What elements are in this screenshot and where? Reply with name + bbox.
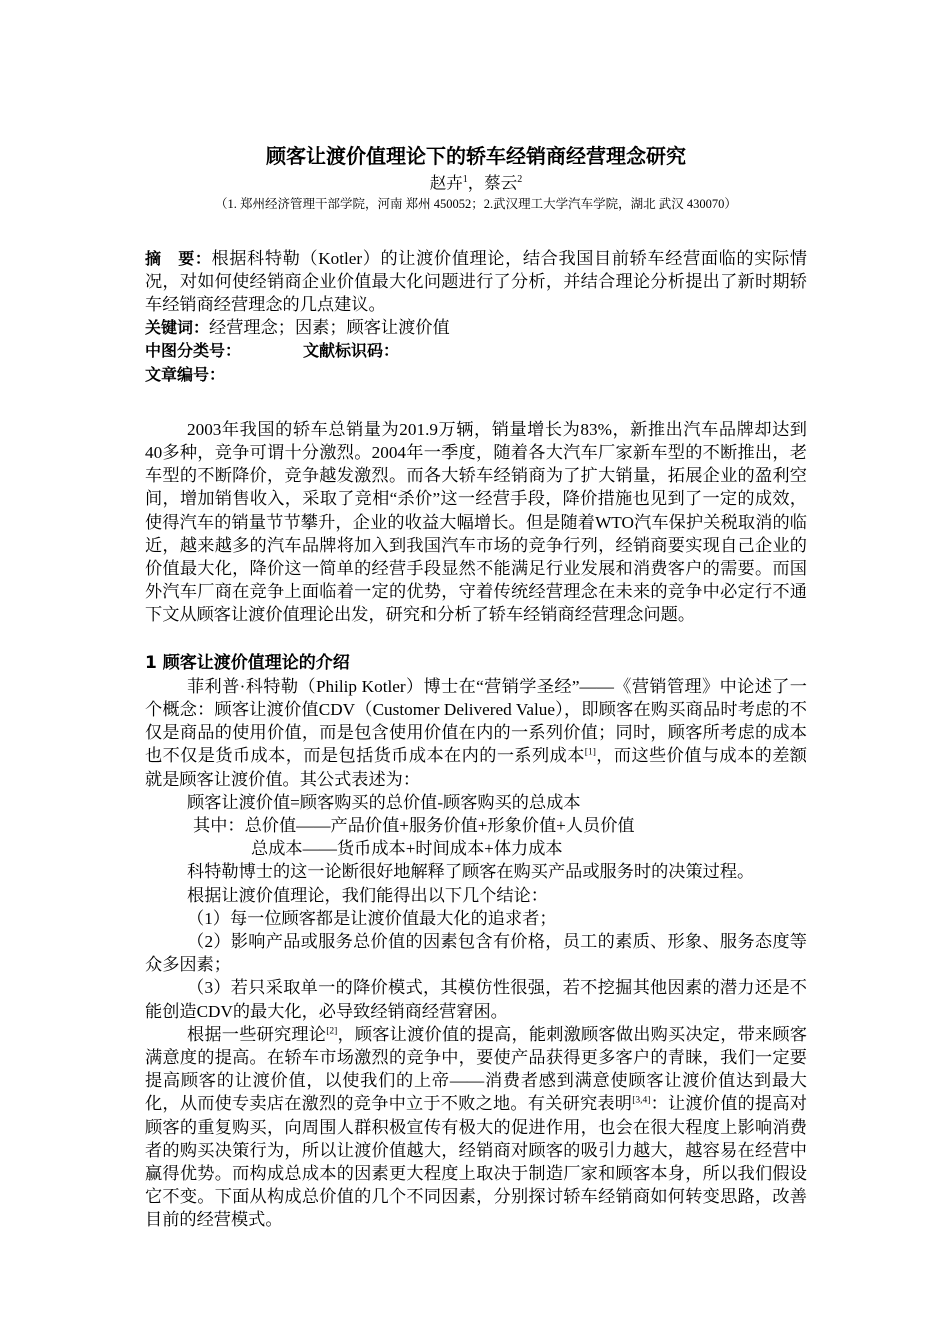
affiliation: （1. 郑州经济管理干部学院，河南 郑州 450052；2.武汉理工大学汽车学院，湖北 武汉 430070）	[215, 196, 737, 211]
article-number-row	[145, 363, 807, 386]
keywords	[145, 316, 807, 339]
doc-code-label: 文献标识码：	[303, 341, 400, 361]
paper-page	[145, 143, 807, 1232]
introduction	[145, 418, 807, 627]
section-1-paragraph-1: 菲利普·科特勒（Philip Kotler）博士在“营销学圣经”——《营销管理》中论述了一个概念：顾客让渡价值CDV（Customer Delivered Value），即顾客在购买商品时考虑的不仅是商品的使用价值，而是包含使用价值在内的一系列价值；同时，顾客所考虑的成本也不仅是货币成本，而是包括货币成本在内的一系列成本[1]，而这些价值与成本的差额就是顾客让渡价值。其公式表述为：	[145, 676, 807, 789]
classification-row	[145, 339, 807, 362]
abstract-text: 根据科特勒（Kotler）的让渡价值理论，结合我国目前轿车经营面临的实际情况，对如何使经销商企业价值最大化问题进行了分析，并结合理论分析提出了新时期轿车经销商经营理念的几点建议。	[145, 248, 807, 314]
formula-line-3: 总成本——货币成本+时间成本+体力成本	[251, 839, 563, 859]
conclusion-item-1: （1）每一位顾客都是让渡价值最大化的追求者；	[187, 908, 557, 928]
author-2: 蔡云	[484, 173, 518, 193]
paper-title: 顾客让渡价值理论下的轿车经销商经营理念研究	[266, 144, 686, 168]
abstract-block	[145, 247, 807, 386]
section-1-paragraph-3: 根据让渡价值理论，我们能得出以下几个结论：	[187, 885, 548, 905]
section-1-body	[145, 675, 807, 1232]
conclusion-item-2: （2）影响产品或服务总价值的因素包含有价格，员工的素质、形象、服务态度等众多因素；	[145, 931, 807, 975]
keywords-label: 关键词：	[145, 318, 210, 338]
citation-3-4: [3,4]	[632, 1095, 651, 1106]
clc-label: 中图分类号：	[145, 341, 242, 361]
section-1-paragraph-4: 根据一些研究理论[2]，顾客让渡价值的提高，能刺激顾客做出购买决定，带来顾客满意度的提高。在轿车市场激烈的竞争中，要使产品获得更多客户的青睐，我们一定要提高顾客的让渡价值，以使我们的上帝——消费者感到满意使顾客让渡价值达到最大化，从而使专卖店在激烈的竞争中立于不败之地。有关研究表明[3,4]：让渡价值的提高对顾客的重复购买，向周围人群积极宣传有极大的促进作用，也会在很大程度上影响消费者的购买决策行为，所以让渡价值越大，经销商对顾客的吸引力越大，越容易在经营中赢得优势。而构成总成本的因素更大程度上取决于制造厂家和顾客本身，所以我们假设它不变。下面从构成总价值的几个不同因素，分别探讨轿车经销商如何转变思路，改善目前的经营模式。	[145, 1024, 807, 1230]
keywords-text: 经营理念；因素；顾客让渡价值	[209, 318, 450, 338]
author-1: 赵卉	[429, 173, 463, 193]
formula-line-1: 顾客让渡价值=顾客购买的总价值-顾客购买的总成本	[187, 792, 581, 812]
citation-1: [1]	[584, 747, 596, 758]
author-line	[145, 169, 807, 195]
author-separator: ，	[467, 173, 485, 193]
intro-paragraph: 2003年我国的轿车总销量为201.9万辆，销量增长为83%，新推出汽车品牌却达到40多种，竞争可谓十分激烈。2004年一季度，随着各大汽车厂家新车型的不断推出，老车型的不断降价，竞争越发激烈。而各大轿车经销商为了扩大销量，拓展企业的盈利空间，增加销售收入，采取了竞相“杀价”这一经营手段，降价措施也见到了一定的成效，使得汽车的销量节节攀升，企业的收益大幅增长。但是随着WTO汽车保护关税取消的临近，越来越多的汽车品牌将加入到我国汽车市场的竞争行列，经销商要实现自己企业的价值最大化，降价这一简单的经营手段显然不能满足行业发展和消费客户的需要。而国外汽车厂商在竞争上面临着一定的优势，守着传统经营理念在未来的竞争中必定行不通下文从顾客让渡价值理论出发，研究和分析了轿车经销商经营理念问题。	[145, 419, 807, 625]
author-1-affil-mark: 1	[462, 174, 468, 185]
article-number-label: 文章编号：	[145, 364, 226, 384]
conclusion-item-3: （3）若只采取单一的降价模式，其模仿性很强，若不挖掘其他因素的潜力还是不能创造CDV的最大化，必导致经销商经营窘困。	[145, 978, 807, 1021]
abstract	[145, 247, 807, 317]
abstract-label: 摘 要：	[145, 248, 212, 268]
author-2-affil-mark: 2	[517, 174, 523, 185]
formula-line-2: 其中：总价值——产品价值+服务价值+形象价值+人员价值	[193, 815, 635, 835]
citation-2: [2]	[326, 1026, 338, 1037]
section-1-paragraph-2: 科特勒博士的这一论断很好地解释了顾客在购买产品或服务时的决策过程。	[187, 862, 755, 882]
section-1-heading: 1 顾客让渡价值理论的介绍	[145, 652, 350, 673]
